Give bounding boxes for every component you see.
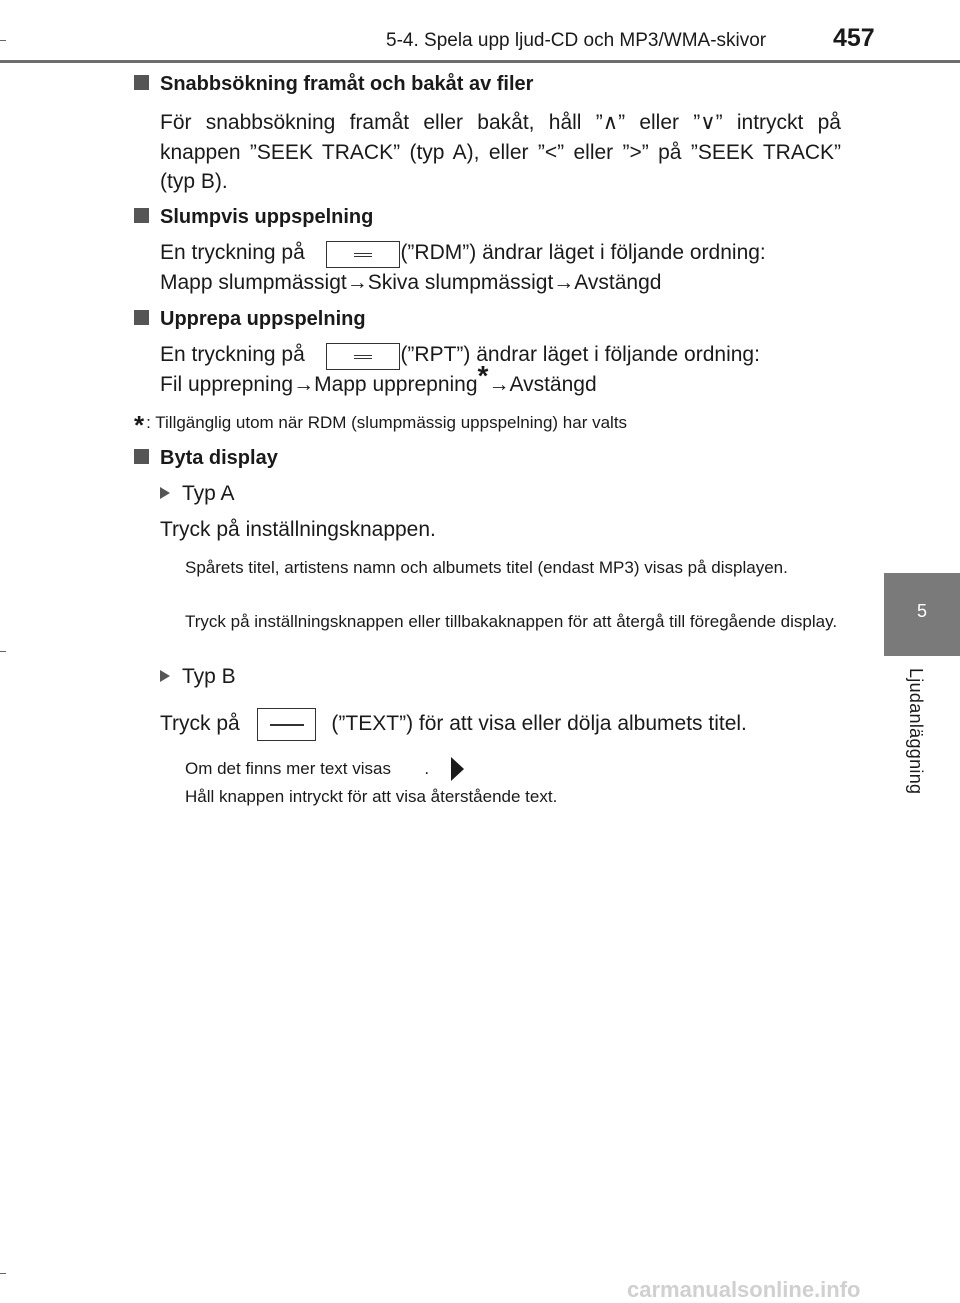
crop-mark [0, 40, 6, 41]
random-heading [134, 206, 373, 229]
seek-body: För snabbsökning framåt eller bakåt, håll ”∧” eller ”∨” intryckt på knappen ”SEEK TRACK” (typ A), eller ”<” eller ”>” på ”SEEK TRACK” (typ B). [160, 111, 841, 193]
header-rule [0, 60, 960, 63]
watermark-logo: carmanualsonline.info [627, 1277, 861, 1302]
type-b-note1-after: . [424, 759, 430, 778]
type-b-instruction [160, 712, 747, 736]
type-b-instruction-before: Tryck på [160, 712, 240, 735]
rdm-button-icon [326, 241, 400, 268]
repeat-line1 [160, 343, 760, 367]
rpt-button-icon [326, 343, 400, 370]
triangle-bullet-icon [160, 487, 170, 499]
repeat-heading [134, 308, 366, 331]
repeat-heading-text: Upprepa uppspelning [160, 308, 366, 330]
footnote-asterisk: * [134, 410, 145, 440]
seek-heading-text: Snabbsökning framåt och bakåt av filer [160, 73, 534, 95]
random-line1 [160, 241, 766, 265]
chapter-label: Ljudanläggning [906, 668, 926, 795]
type-a-note2: Tryck på inställningsknappen eller tillbakaknappen för att återgå till föregående display. [185, 612, 838, 631]
page-number: 457 [833, 24, 875, 52]
bullet-square-icon [134, 75, 149, 90]
display-heading [134, 447, 278, 470]
display-heading-text: Byta display [160, 447, 278, 469]
crop-mark [0, 1273, 6, 1274]
chapter-number: 5 [916, 601, 927, 621]
repeat-line1-after: (”RPT”) ändrar läget i följande ordning: [400, 343, 760, 366]
crop-mark [0, 651, 6, 652]
triangle-bullet-icon [160, 670, 170, 682]
type-b-note1 [185, 759, 429, 779]
type-a-label [160, 482, 235, 506]
text-button-icon [257, 708, 316, 741]
seek-heading [134, 73, 533, 96]
type-a-instruction: Tryck på inställningsknappen. [160, 518, 436, 541]
repeat-line2 [160, 360, 597, 397]
section-title: 5-4. Spela upp ljud-CD och MP3/WMA-skivor [386, 30, 767, 51]
repeat-line1-before: En tryckning på [160, 343, 305, 366]
type-a-note1: Spårets titel, artistens namn och albumets titel (endast MP3) visas på displayen. [185, 558, 788, 577]
chapter-tab [884, 573, 960, 656]
type-b-instruction-after: (”TEXT”) för att visa eller dölja albumets titel. [331, 712, 747, 735]
bullet-square-icon [134, 310, 149, 325]
type-b-label [160, 665, 236, 689]
more-text-arrow-icon [451, 757, 464, 781]
type-a-label-text: Typ A [182, 482, 235, 505]
type-b-note1-before: Om det finns mer text visas [185, 759, 391, 778]
random-line2: Mapp slumpmässigt→Skiva slumpmässigt→Avstängd [160, 271, 662, 294]
random-line1-before: En tryckning på [160, 241, 305, 264]
bullet-square-icon [134, 208, 149, 223]
bullet-square-icon [134, 449, 149, 464]
type-b-note2: Håll knappen intryckt för att visa återstående text. [185, 787, 558, 806]
random-heading-text: Slumpvis uppspelning [160, 206, 374, 228]
random-line1-after: (”RDM”) ändrar läget i följande ordning: [400, 241, 766, 264]
footnote-text: : Tillgänglig utom när RDM (slumpmässig uppspelning) har valts [146, 413, 628, 432]
repeat-line2-a: Fil upprepning→Mapp upprepning [160, 373, 478, 396]
type-b-label-text: Typ B [182, 665, 236, 688]
asterisk-marker: * [477, 360, 489, 391]
footnote [134, 410, 627, 441]
repeat-line2-b: →Avstängd [488, 373, 597, 396]
